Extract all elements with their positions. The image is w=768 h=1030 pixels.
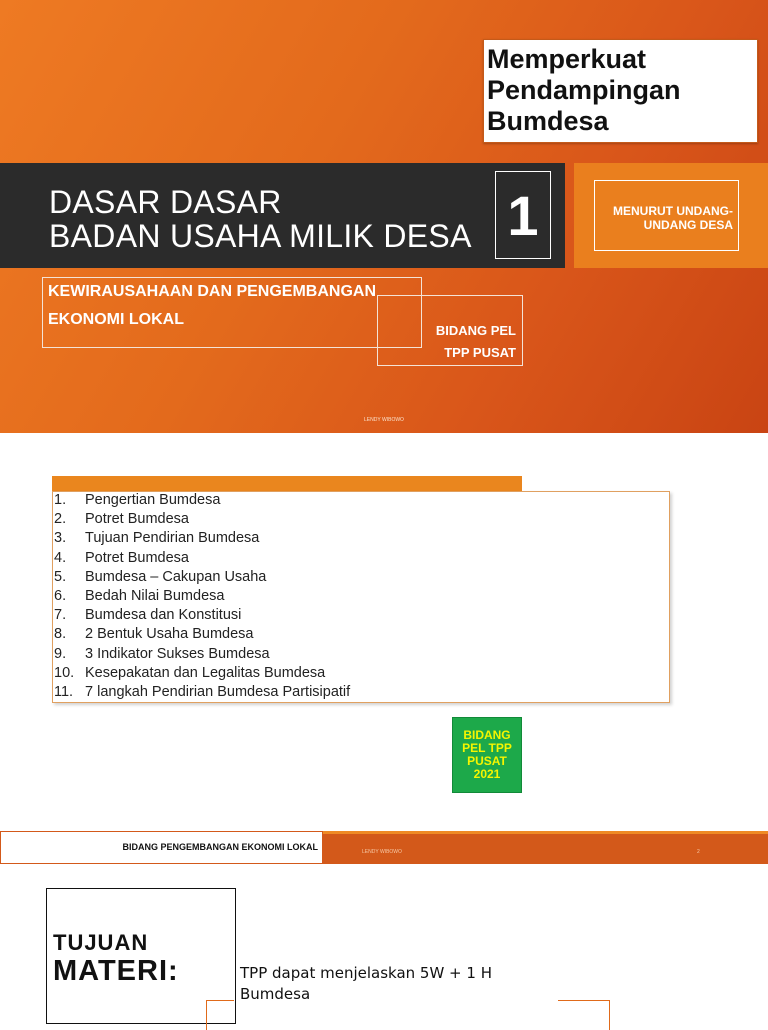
heading-line-1: TUJUAN bbox=[53, 930, 149, 955]
list-item bbox=[54, 510, 350, 529]
list-item bbox=[54, 606, 350, 625]
year-badge bbox=[452, 717, 522, 793]
list-item-text: 3 Indikator Sukses Bumdesa bbox=[85, 645, 270, 662]
main-title: DASAR DASAR BADAN USAHA MILIK DESA bbox=[49, 184, 472, 254]
list-item-text: 2 Bentuk Usaha Bumdesa bbox=[85, 626, 254, 643]
list-item-number: 2. bbox=[54, 511, 67, 528]
side-label: MENURUT UNDANG- UNDANG DESA bbox=[613, 204, 733, 232]
contents-list bbox=[54, 491, 350, 702]
subtitle: KEWIRAUSAHAAN DAN PENGEMBANGAN EKONOMI LOKAL bbox=[48, 283, 376, 328]
list-item bbox=[54, 568, 350, 587]
list-item-number: 11. bbox=[54, 684, 74, 701]
list-item-text: Bumdesa dan Konstitusi bbox=[85, 607, 242, 624]
list-item-text: Potret Bumdesa bbox=[85, 511, 189, 528]
list-item-text: Kesepakatan dan Legalitas Bumdesa bbox=[85, 664, 326, 681]
list-item bbox=[54, 549, 350, 568]
author-label: LENDY WIBOWO bbox=[364, 417, 404, 423]
list-item bbox=[54, 529, 350, 548]
list-item-number: 1. bbox=[54, 492, 67, 508]
list-item-text: Bumdesa – Cakupan Usaha bbox=[85, 568, 267, 585]
list-item-number: 6. bbox=[54, 588, 67, 605]
list-item bbox=[54, 645, 350, 664]
list-item-text: Potret Bumdesa bbox=[85, 549, 189, 566]
list-item bbox=[54, 664, 350, 683]
list-item bbox=[54, 683, 350, 702]
list-item-number: 7. bbox=[54, 607, 67, 624]
footer-label: BIDANG PENGEMBANGAN EKONOMI LOKAL bbox=[122, 842, 318, 852]
bidang-label: BIDANG PEL TPP PUSAT bbox=[435, 323, 516, 360]
list-item-number: 4. bbox=[54, 549, 67, 566]
list-item-number: 8. bbox=[54, 626, 67, 643]
list-item-text: Bedah Nilai Bumdesa bbox=[85, 588, 225, 605]
list-item-text: 7 langkah Pendirian Bumdesa Partisipatif bbox=[85, 684, 351, 701]
list-item bbox=[54, 491, 350, 510]
bracket-right bbox=[558, 1000, 610, 1030]
bracket-left bbox=[206, 1000, 234, 1030]
page-number: 2 bbox=[697, 849, 700, 855]
list-item-text: Pengertian Bumdesa bbox=[85, 492, 221, 508]
list-item-number: 5. bbox=[54, 568, 67, 585]
footer-author: LENDY WIBOWO bbox=[362, 849, 402, 855]
title-card-text: Memperkuat Pendampingan Bumdesa bbox=[487, 44, 681, 136]
year-badge-text: BIDANG PEL TPP PUSAT 2021 bbox=[462, 728, 512, 781]
list-header-bar bbox=[52, 476, 522, 491]
heading-line-2: MATERI: bbox=[53, 955, 179, 987]
list-item-number: 3. bbox=[54, 530, 67, 547]
list-item bbox=[54, 625, 350, 644]
list-item-number: 10. bbox=[54, 664, 75, 681]
list-item bbox=[54, 587, 350, 606]
list-item-number: 9. bbox=[54, 645, 67, 662]
module-number: 1 bbox=[495, 171, 551, 259]
list-item-text: Tujuan Pendirian Bumdesa bbox=[85, 530, 260, 547]
goal-text: TPP dapat menjelaskan 5W + 1 H Bumdesa bbox=[240, 964, 492, 1003]
